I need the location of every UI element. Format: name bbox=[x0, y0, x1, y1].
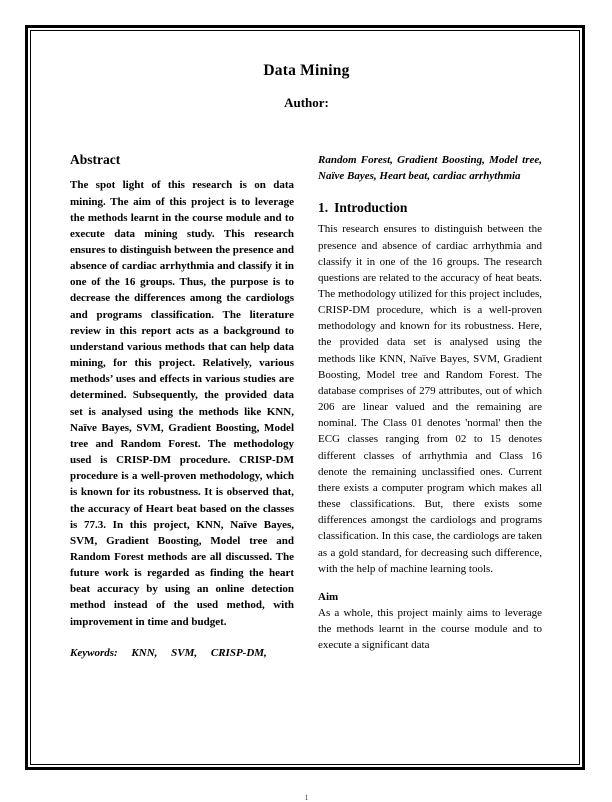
introduction-number: 1. bbox=[318, 199, 329, 215]
document-author-label: Author: bbox=[284, 94, 329, 110]
aim-heading: Aim bbox=[318, 590, 339, 603]
keywords-line: Keywords: KNN, SVM, CRISP-DM, bbox=[70, 646, 267, 659]
introduction-heading-label: Introduction bbox=[334, 199, 408, 215]
keywords-continued: Random Forest, Gradient Boosting, Model tree, Naïve Bayes, Heart beat, cardiac arrhythmia bbox=[318, 154, 542, 183]
introduction-heading bbox=[318, 200, 542, 217]
page-content bbox=[70, 62, 543, 802]
column-left bbox=[70, 152, 294, 661]
column-right bbox=[318, 152, 542, 653]
page-number: 1 bbox=[304, 792, 309, 802]
two-column-body bbox=[70, 152, 543, 661]
aim-paragraph: As a whole, this project mainly aims to leverage the methods learnt in the course module and to execute a significant data bbox=[318, 607, 542, 652]
introduction-paragraph: This research ensures to distinguish between the presence and absence of cardiac arrhythmia and classify it in one of the 16 groups. The research questions are related to the accuracy of heat beats. The methodology utilized for this project includes, CRISP-DM procedure, which is a well-proven methodology and known for its robustness. Here, the provided data set is analysed using the methods like KNN, Naïve Bayes, SVM, Gradient Boosting, Model tree and Random Forest. The database comprises of 279 attributes, out of which 206 are linear valued and the remaining are nominal. The Class 01 denotes 'normal' then the ECG classes ranging from 02 to 15 denotes different classes of arrhythmia and Class 16 denote the remaining unclassified ones. Current there exists a computer program which makes all these classifications. But, there exists some differences amongst the cardiologs and programs classification. In this case, the cardiologs are taken as a gold standard, for decreasing such difference, with the help of machine learning tools. bbox=[318, 223, 542, 575]
document-title: Data Mining bbox=[263, 62, 350, 79]
abstract-heading: Abstract bbox=[70, 152, 121, 168]
abstract-text: The spot light of this research is on data mining. The aim of this project is to leverage the methods learnt in the course module and to execute data mining study. This research ensures to distinguish between the presence and absence of cardiac arrhythmia and classify it in one of the 16 groups. Thus, the purpose is to decrease the differences among the cardiologs and programs classification. The literature review in this report acts as a background to understand various methods that can help data mining, for this project. Relatively, various methods’ uses and effects in various studies are determined. Subsequently, the provided data set is analysed using the methods like KNN, Naïve Bayes, SVM, Gradient Boosting, Model tree and Random Forest. The methodology used is CRISP-DM procedure. CRISP-DM procedure is a well-proven methodology, which is known for its robustness. It is observed that, the accuracy of Heart beat based on the classes is 77.3. In this project, KNN, Naïve Bayes, SVM, Gradient Boosting, Model tree and Random Forest methods are all discussed. The future work is regarded as finding the heart beat accuracy by using an online detection method instead of the used method, with improvement in time and budget. bbox=[70, 179, 294, 628]
